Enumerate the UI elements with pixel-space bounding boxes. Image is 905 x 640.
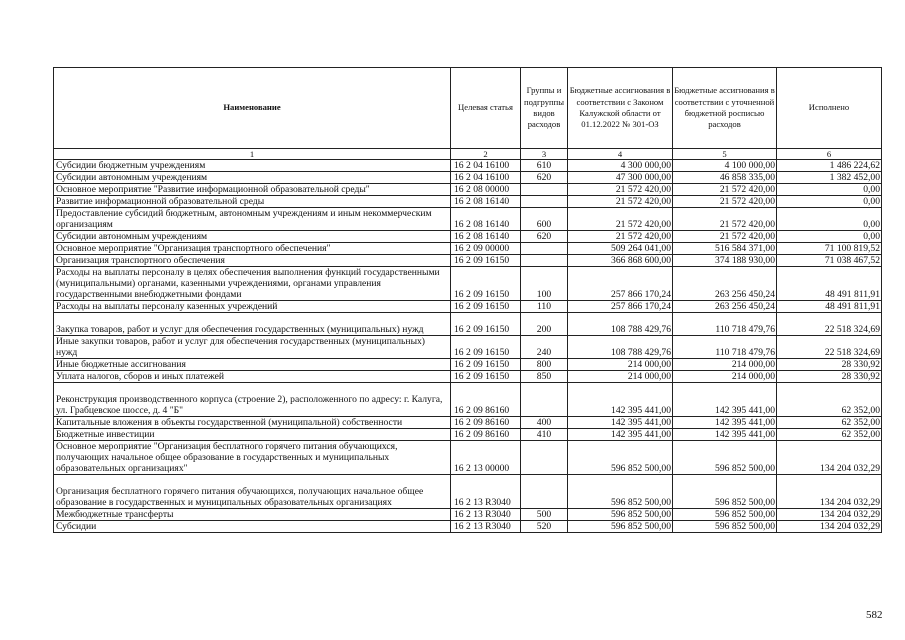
header-name: Наименование xyxy=(54,68,451,149)
row-target-item: 16 2 09 16150 xyxy=(451,267,521,301)
row-expense-group xyxy=(521,196,568,208)
row-refined-allocation: 142 395 441,00 xyxy=(673,417,777,429)
row-target-item: 16 2 09 00000 xyxy=(451,243,521,255)
row-expense-group xyxy=(521,243,568,255)
row-executed: 71 100 819,52 xyxy=(777,243,882,255)
table-row xyxy=(54,429,882,441)
row-executed: 71 038 467,52 xyxy=(777,255,882,267)
row-refined-allocation: 142 395 441,00 xyxy=(673,429,777,441)
row-target-item: 16 2 08 00000 xyxy=(451,184,521,196)
row-law-allocation: 108 788 429,76 xyxy=(568,313,673,336)
row-executed: 134 204 032,29 xyxy=(777,521,882,533)
row-executed: 22 518 324,69 xyxy=(777,336,882,359)
row-law-allocation: 21 572 420,00 xyxy=(568,184,673,196)
row-target-item: 16 2 09 86160 xyxy=(451,383,521,417)
row-target-item: 16 2 04 16100 xyxy=(451,172,521,184)
header-law-allocations: Бюджетные ассигнования в соответствии с Законом Калужской области от 01.12.2022 № 301-ОЗ xyxy=(568,68,673,149)
column-number: 3 xyxy=(521,149,568,160)
row-refined-allocation: 46 858 335,00 xyxy=(673,172,777,184)
row-refined-allocation: 263 256 450,24 xyxy=(673,301,777,313)
row-executed: 134 204 032,29 xyxy=(777,509,882,521)
row-expense-group xyxy=(521,383,568,417)
table-row xyxy=(54,313,882,336)
header-target-item: Целевая статья xyxy=(451,68,521,149)
row-executed: 0,00 xyxy=(777,184,882,196)
row-refined-allocation: 263 256 450,24 xyxy=(673,267,777,301)
row-name: Капитальные вложения в объекты государственной (муниципальной) собственности xyxy=(54,417,451,429)
table-row xyxy=(54,521,882,533)
row-executed: 1 382 452,00 xyxy=(777,172,882,184)
row-expense-group: 850 xyxy=(521,371,568,383)
row-expense-group: 240 xyxy=(521,336,568,359)
row-name: Реконструкция производственного корпуса (строение 2), расположенного по адресу: г. Калуга, ул. Грабцевское шоссе, д. 4 "Б" xyxy=(54,383,451,417)
row-law-allocation: 257 866 170,24 xyxy=(568,301,673,313)
table-row xyxy=(54,417,882,429)
row-name: Основное мероприятие "Развитие информационной образовательной среды" xyxy=(54,184,451,196)
row-target-item: 16 2 09 86160 xyxy=(451,417,521,429)
row-law-allocation: 142 395 441,00 xyxy=(568,383,673,417)
row-law-allocation: 108 788 429,76 xyxy=(568,336,673,359)
row-law-allocation: 21 572 420,00 xyxy=(568,196,673,208)
row-law-allocation: 596 852 500,00 xyxy=(568,509,673,521)
row-executed: 22 518 324,69 xyxy=(777,313,882,336)
header-expense-group: Группы и подгруппы видов расходов xyxy=(521,68,568,149)
row-name: Субсидии бюджетным учреждениям xyxy=(54,160,451,172)
table-row xyxy=(54,172,882,184)
row-law-allocation: 214 000,00 xyxy=(568,371,673,383)
row-executed: 0,00 xyxy=(777,208,882,231)
table-row xyxy=(54,509,882,521)
row-executed: 62 352,00 xyxy=(777,383,882,417)
row-refined-allocation: 596 852 500,00 xyxy=(673,441,777,475)
header-row xyxy=(54,68,882,149)
row-name: Межбюджетные трансферты xyxy=(54,509,451,521)
row-law-allocation: 596 852 500,00 xyxy=(568,521,673,533)
row-name: Субсидии xyxy=(54,521,451,533)
row-target-item: 16 2 13 R3040 xyxy=(451,521,521,533)
row-refined-allocation: 374 188 930,00 xyxy=(673,255,777,267)
row-expense-group: 620 xyxy=(521,172,568,184)
table-row xyxy=(54,231,882,243)
row-name: Уплата налогов, сборов и иных платежей xyxy=(54,371,451,383)
row-expense-group: 400 xyxy=(521,417,568,429)
row-executed: 0,00 xyxy=(777,231,882,243)
table-row xyxy=(54,255,882,267)
row-target-item: 16 2 08 16140 xyxy=(451,208,521,231)
row-law-allocation: 47 300 000,00 xyxy=(568,172,673,184)
row-name: Предоставление субсидий бюджетным, автономным учреждениям и иным некоммерческим организациям xyxy=(54,208,451,231)
table-body xyxy=(54,160,882,533)
row-target-item: 16 2 13 00000 xyxy=(451,441,521,475)
table-row xyxy=(54,267,882,301)
row-expense-group xyxy=(521,255,568,267)
row-name: Основное мероприятие "Организация транспортного обеспечения" xyxy=(54,243,451,255)
row-refined-allocation: 21 572 420,00 xyxy=(673,184,777,196)
column-number: 2 xyxy=(451,149,521,160)
header-executed: Исполнено xyxy=(777,68,882,149)
row-target-item: 16 2 09 16150 xyxy=(451,301,521,313)
table-row xyxy=(54,371,882,383)
row-executed: 62 352,00 xyxy=(777,417,882,429)
row-name: Субсидии автономным учреждениям xyxy=(54,172,451,184)
row-refined-allocation: 596 852 500,00 xyxy=(673,509,777,521)
budget-execution-table xyxy=(53,67,882,533)
row-expense-group: 200 xyxy=(521,313,568,336)
row-expense-group xyxy=(521,184,568,196)
row-target-item: 16 2 09 16150 xyxy=(451,255,521,267)
table-row xyxy=(54,359,882,371)
table-row xyxy=(54,184,882,196)
row-law-allocation: 142 395 441,00 xyxy=(568,417,673,429)
row-law-allocation: 21 572 420,00 xyxy=(568,231,673,243)
row-expense-group: 620 xyxy=(521,231,568,243)
row-law-allocation: 4 300 000,00 xyxy=(568,160,673,172)
table-row xyxy=(54,441,882,475)
column-number: 1 xyxy=(54,149,451,160)
row-target-item: 16 2 04 16100 xyxy=(451,160,521,172)
row-executed: 134 204 032,29 xyxy=(777,441,882,475)
row-refined-allocation: 110 718 479,76 xyxy=(673,313,777,336)
row-expense-group: 520 xyxy=(521,521,568,533)
row-target-item: 16 2 13 R3040 xyxy=(451,509,521,521)
row-expense-group xyxy=(521,475,568,509)
row-name: Организация бесплатного горячего питания обучающихся, получающих начальное общее образование в государственных и муниципальных образовательных организациях xyxy=(54,475,451,509)
row-name: Иные бюджетные ассигнования xyxy=(54,359,451,371)
row-law-allocation: 366 868 600,00 xyxy=(568,255,673,267)
row-refined-allocation: 596 852 500,00 xyxy=(673,475,777,509)
table-row xyxy=(54,475,882,509)
row-law-allocation: 214 000,00 xyxy=(568,359,673,371)
row-law-allocation: 257 866 170,24 xyxy=(568,267,673,301)
column-number: 5 xyxy=(673,149,777,160)
row-law-allocation: 509 264 041,00 xyxy=(568,243,673,255)
table-row xyxy=(54,160,882,172)
table-row xyxy=(54,196,882,208)
row-law-allocation: 596 852 500,00 xyxy=(568,441,673,475)
row-law-allocation: 21 572 420,00 xyxy=(568,208,673,231)
row-executed: 1 486 224,62 xyxy=(777,160,882,172)
row-target-item: 16 2 09 16150 xyxy=(451,371,521,383)
row-refined-allocation: 4 100 000,00 xyxy=(673,160,777,172)
table-row xyxy=(54,301,882,313)
row-refined-allocation: 596 852 500,00 xyxy=(673,521,777,533)
row-executed: 28 330,92 xyxy=(777,371,882,383)
column-number-row xyxy=(54,149,882,160)
table-row xyxy=(54,208,882,231)
row-executed: 134 204 032,29 xyxy=(777,475,882,509)
table-row xyxy=(54,383,882,417)
column-number: 4 xyxy=(568,149,673,160)
row-expense-group: 600 xyxy=(521,208,568,231)
row-refined-allocation: 516 584 371,00 xyxy=(673,243,777,255)
row-executed: 62 352,00 xyxy=(777,429,882,441)
row-target-item: 16 2 09 86160 xyxy=(451,429,521,441)
row-name: Расходы на выплаты персоналу казенных учреждений xyxy=(54,301,451,313)
row-name: Закупка товаров, работ и услуг для обеспечения государственных (муниципальных) нужд xyxy=(54,313,451,336)
column-number: 6 xyxy=(777,149,882,160)
row-law-allocation: 142 395 441,00 xyxy=(568,429,673,441)
row-executed: 48 491 811,91 xyxy=(777,301,882,313)
row-executed: 48 491 811,91 xyxy=(777,267,882,301)
row-executed: 28 330,92 xyxy=(777,359,882,371)
row-name: Расходы на выплаты персоналу в целях обеспечения выполнения функций государственными (муниципальными) органами, казенными учреждениями, органами управления государственными внебюджетными фондами xyxy=(54,267,451,301)
row-expense-group: 110 xyxy=(521,301,568,313)
row-name: Бюджетные инвестиции xyxy=(54,429,451,441)
row-name: Организация транспортного обеспечения xyxy=(54,255,451,267)
row-expense-group: 500 xyxy=(521,509,568,521)
row-name: Основное мероприятие "Организация бесплатного горячего питания обучающихся, получающих начальное общее образование в государственных и муниципальных образовательных организациях" xyxy=(54,441,451,475)
page-number: 582 xyxy=(866,609,883,621)
row-expense-group xyxy=(521,441,568,475)
row-name: Иные закупки товаров, работ и услуг для обеспечения государственных (муниципальных) нужд xyxy=(54,336,451,359)
row-target-item: 16 2 09 16150 xyxy=(451,313,521,336)
row-expense-group: 610 xyxy=(521,160,568,172)
table-row xyxy=(54,336,882,359)
row-target-item: 16 2 08 16140 xyxy=(451,196,521,208)
row-refined-allocation: 21 572 420,00 xyxy=(673,208,777,231)
row-refined-allocation: 214 000,00 xyxy=(673,359,777,371)
row-target-item: 16 2 13 R3040 xyxy=(451,475,521,509)
table-row xyxy=(54,243,882,255)
row-target-item: 16 2 08 16140 xyxy=(451,231,521,243)
row-executed: 0,00 xyxy=(777,196,882,208)
row-name: Развитие информационной образовательной среды xyxy=(54,196,451,208)
row-refined-allocation: 214 000,00 xyxy=(673,371,777,383)
row-refined-allocation: 110 718 479,76 xyxy=(673,336,777,359)
row-law-allocation: 596 852 500,00 xyxy=(568,475,673,509)
header-refined-allocations: Бюджетные ассигнования в соответствии с уточненной бюджетной росписью расходов xyxy=(673,68,777,149)
row-name: Субсидии автономным учреждениям xyxy=(54,231,451,243)
row-expense-group: 100 xyxy=(521,267,568,301)
row-target-item: 16 2 09 16150 xyxy=(451,359,521,371)
row-expense-group: 410 xyxy=(521,429,568,441)
row-expense-group: 800 xyxy=(521,359,568,371)
row-refined-allocation: 21 572 420,00 xyxy=(673,231,777,243)
row-refined-allocation: 21 572 420,00 xyxy=(673,196,777,208)
row-refined-allocation: 142 395 441,00 xyxy=(673,383,777,417)
row-target-item: 16 2 09 16150 xyxy=(451,336,521,359)
